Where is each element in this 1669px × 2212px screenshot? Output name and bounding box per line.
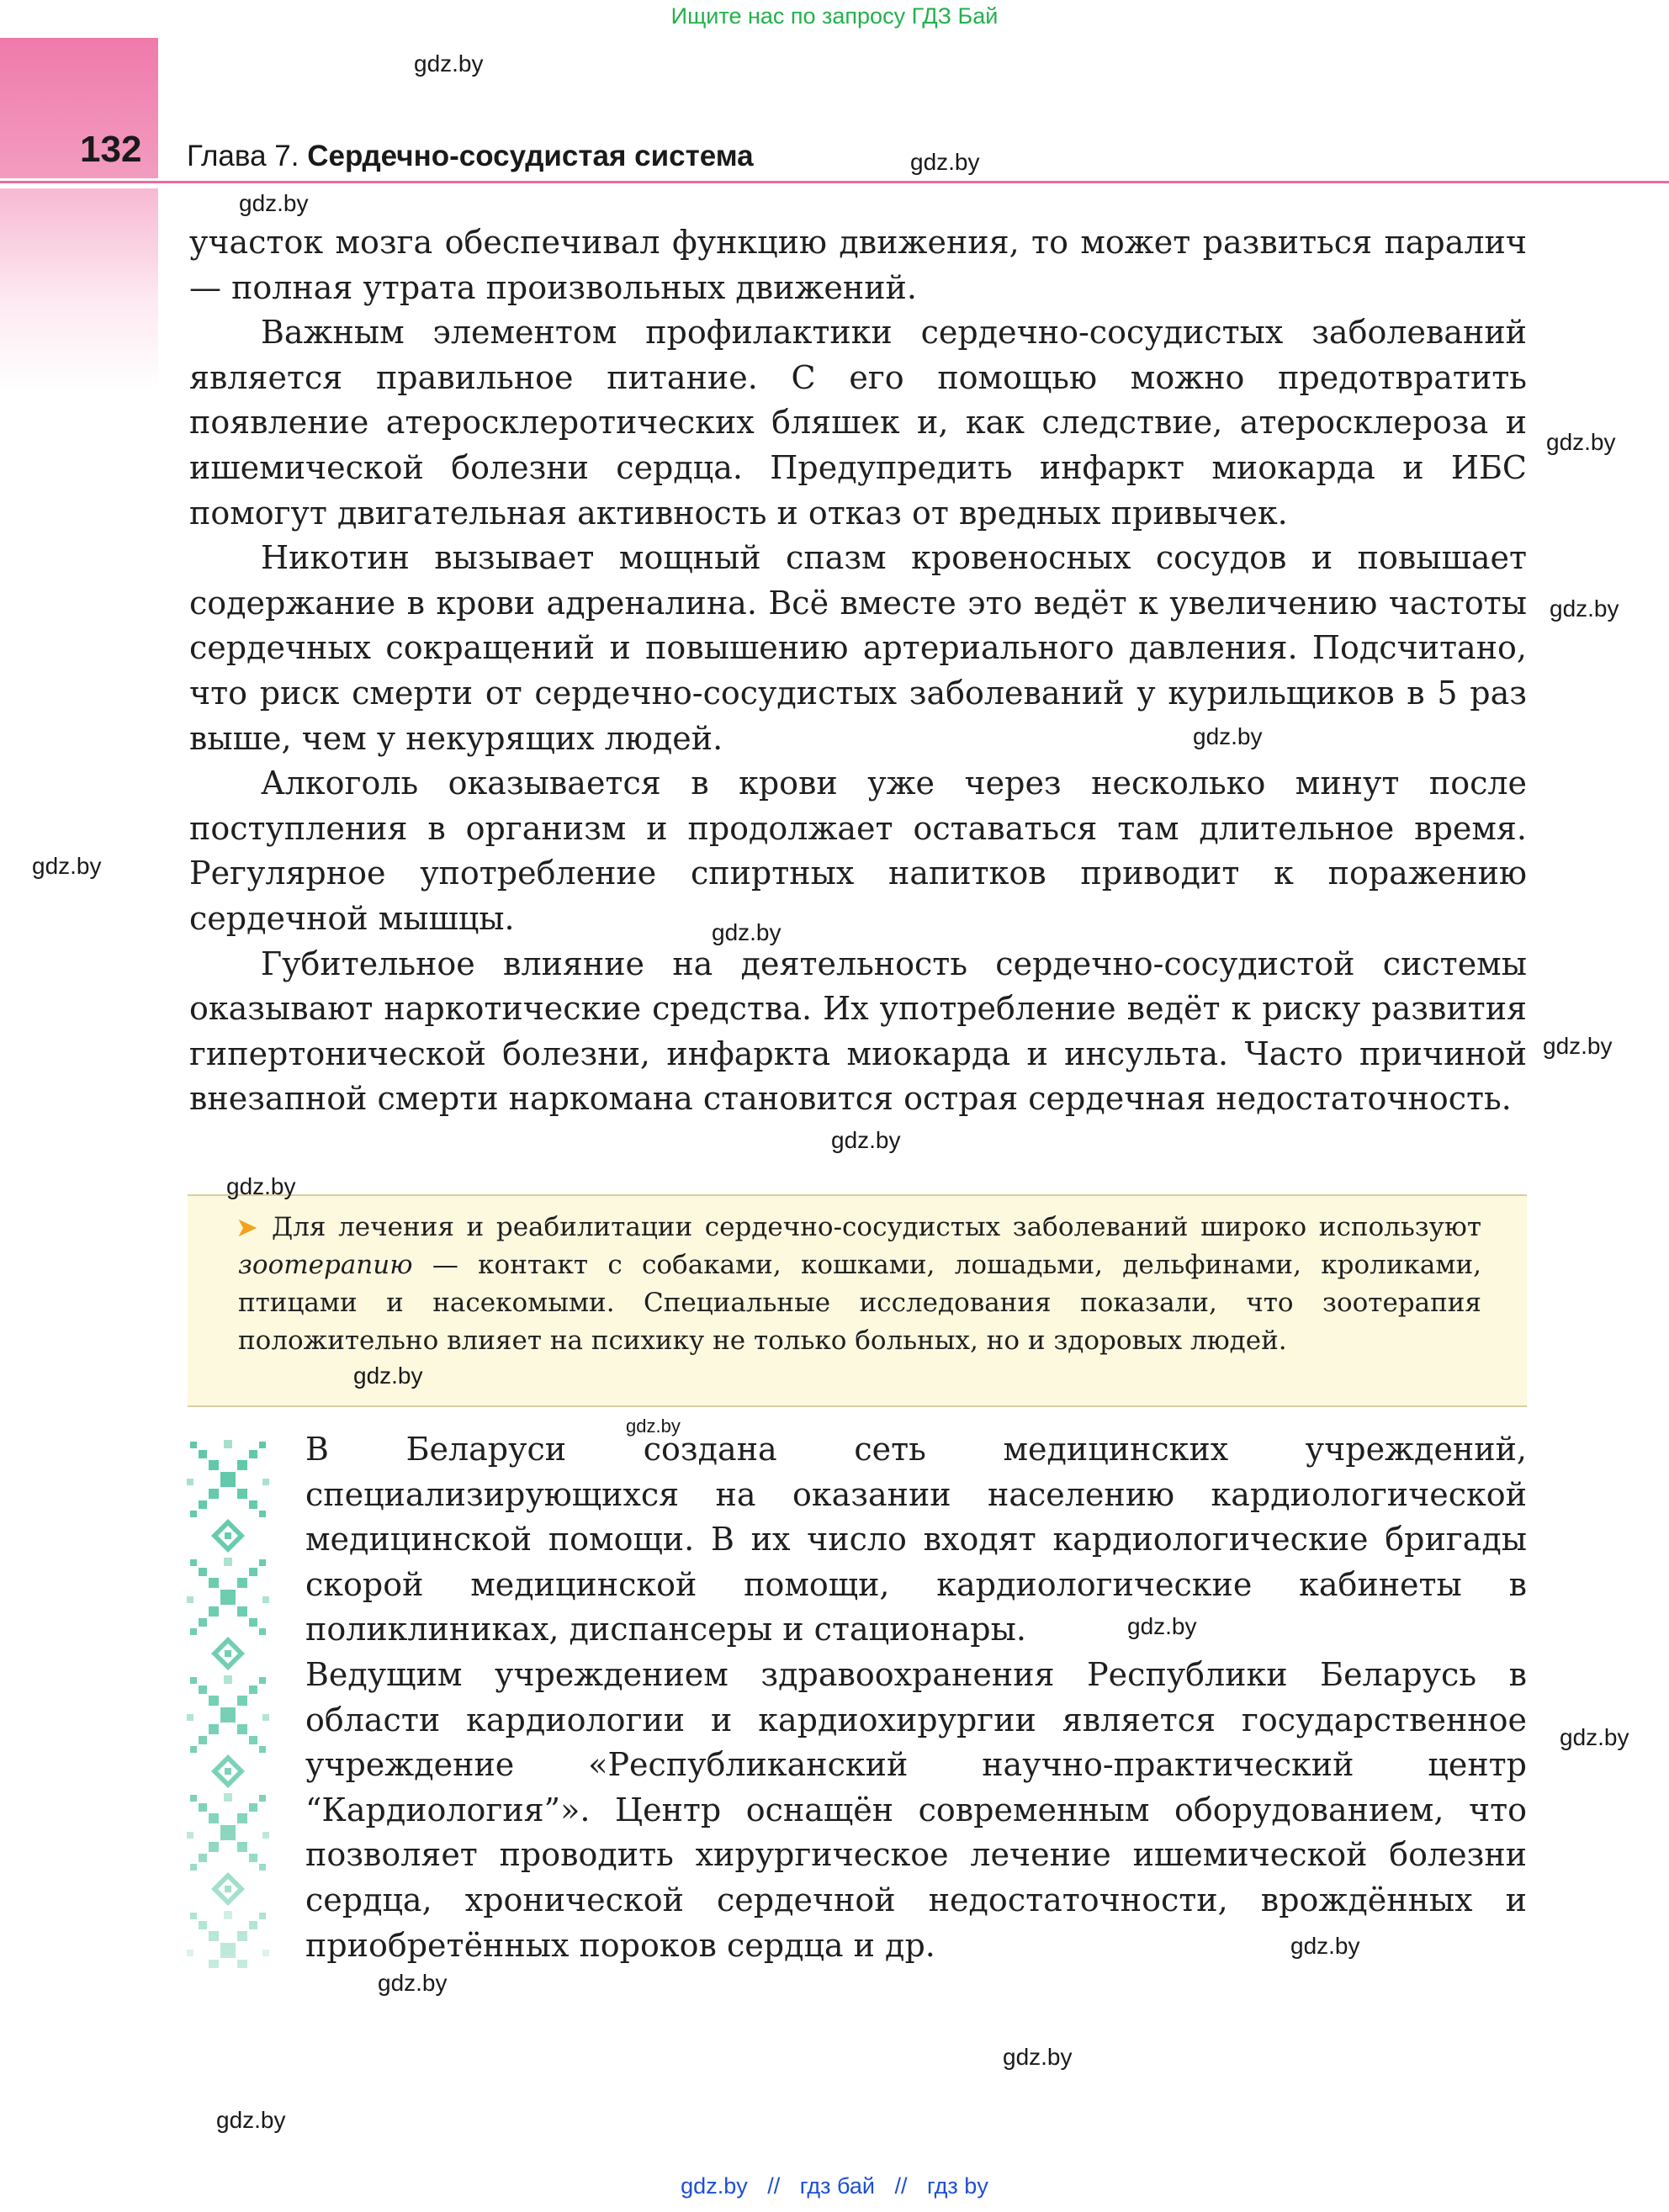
watermark: gdz.by bbox=[239, 190, 309, 216]
top-banner: Ищите нас по запросу ГДЗ Бай bbox=[670, 3, 999, 29]
main-text bbox=[189, 220, 1527, 1122]
watermark: gdz.by bbox=[1560, 1724, 1629, 1750]
watermark: gdz.by bbox=[1127, 1613, 1197, 1639]
footer-link-gdz-bai[interactable]: гдз бай bbox=[799, 2173, 875, 2199]
watermark: gdz.by bbox=[1543, 1033, 1613, 1059]
watermark: gdz.by bbox=[831, 1127, 901, 1153]
watermark: gdz.by bbox=[712, 919, 782, 945]
chapter-header bbox=[187, 140, 754, 173]
note-term: зоотерапию bbox=[238, 1250, 413, 1280]
header-rule bbox=[0, 181, 1669, 183]
paragraph: Губительное влияние на деятельность сердечно-сосудистой системы оказывают наркотические средства. Их употребление ведёт к риску развития гипертонической болезни, инфаркта миокарда и инсульта. Часто причиной внезапной смерти наркомана становится острая сердечная недостаточность. bbox=[189, 945, 1527, 1118]
watermark: gdz.by bbox=[378, 1970, 448, 1996]
note-text bbox=[238, 1209, 1481, 1360]
belarusian-ornament-icon bbox=[187, 1438, 269, 1968]
note-text-before: Для лечения и реабилитации сердечно-сосудистых заболеваний широко используют bbox=[272, 1212, 1481, 1242]
belarus-text bbox=[305, 1427, 1527, 1968]
chapter-prefix: Глава 7. bbox=[187, 140, 299, 172]
watermark: gdz.by bbox=[1193, 723, 1263, 749]
paragraph: Алкоголь оказывается в крови уже через несколько минут после поступления в организм и продолжает оставаться там длительное время. Регулярное употребление спиртных напитков приводит к поражению сердечной мышцы. bbox=[189, 765, 1527, 937]
watermark: gdz.by bbox=[216, 2107, 286, 2133]
watermark: gdz.by bbox=[226, 1173, 296, 1199]
footer-links bbox=[0, 2173, 1669, 2199]
paragraph: В Беларуси создана сеть медицинских учреждений, специализирующихся на оказании населению кардиологической медицинской помощи. В их число входят кардиологические бригады скорой медицинской помощи, кардиологические кабинеты в поликлиниках, диспансеры и стационары. bbox=[305, 1431, 1527, 1648]
watermark: gdz.by bbox=[1550, 595, 1619, 622]
watermark: gdz.by bbox=[626, 1416, 681, 1437]
paragraph: Никотин вызывает мощный спазм кровеносных сосудов и повышает содержание в крови адреналина. Всё вместе это ведёт к увеличению частоты сердечных сокращений и повышению артериального давления. Подсчитано, что риск смерти от сердечно-сосудистых заболеваний у курильщиков в 5 раз выше, чем у некурящих людей. bbox=[189, 539, 1527, 757]
paragraph: участок мозга обеспечивал функцию движения, то может развиться паралич — полная утрата произвольных движений. bbox=[189, 224, 1527, 306]
note-text-after: — контакт с собаками, кошками, лошадьми, дельфинами, кроликами, птицами и насекомыми. Специальные исследования показали, что зоотерапия положительно влияет на психику не только больных, но и здоровых людей. bbox=[238, 1250, 1481, 1356]
footer-separator: // bbox=[767, 2173, 781, 2199]
arrow-right-icon: ➤ bbox=[236, 1211, 258, 1243]
watermark: gdz.by bbox=[1546, 429, 1616, 455]
footer-link-gdz-by[interactable]: gdz.by bbox=[681, 2173, 748, 2199]
watermark: gdz.by bbox=[910, 149, 980, 175]
footer-separator: // bbox=[894, 2173, 908, 2199]
watermark: gdz.by bbox=[1003, 2044, 1073, 2070]
watermark: gdz.by bbox=[353, 1363, 423, 1389]
chapter-title: Сердечно-сосудистая система bbox=[307, 140, 754, 172]
paragraph: Ведущим учреждением здравоохранения Республики Беларусь в области кардиологии и кардиохирургии является государственное учреждение «Республиканский научно-практический центр “Кардиология”». Центр оснащён современным оборудованием, что позволяет проводить хирургическое лечение ишемической болезни сердца, хронической сердечной недостаточности, врождённых и приобретённых пороков сердца и др. bbox=[305, 1655, 1527, 1964]
footer-link-gdz-by-ru[interactable]: гдз by bbox=[927, 2173, 988, 2199]
watermark: gdz.by bbox=[414, 50, 484, 77]
paragraph: Важным элементом профилактики сердечно-сосудистых заболеваний является правильное питание. С его помощью можно предотвратить появление атеросклеротических бляшек и, как следствие, атеросклероза и ишемической болезни сердца. Предупредить инфаркт миокарда и ИБС помогут двигательная активность и отказ от вредных привычек. bbox=[189, 314, 1527, 532]
page-number: 132 bbox=[80, 129, 142, 170]
margin-gradient-decoration bbox=[0, 188, 158, 390]
watermark: gdz.by bbox=[32, 853, 102, 879]
watermark: gdz.by bbox=[1290, 1933, 1360, 1959]
